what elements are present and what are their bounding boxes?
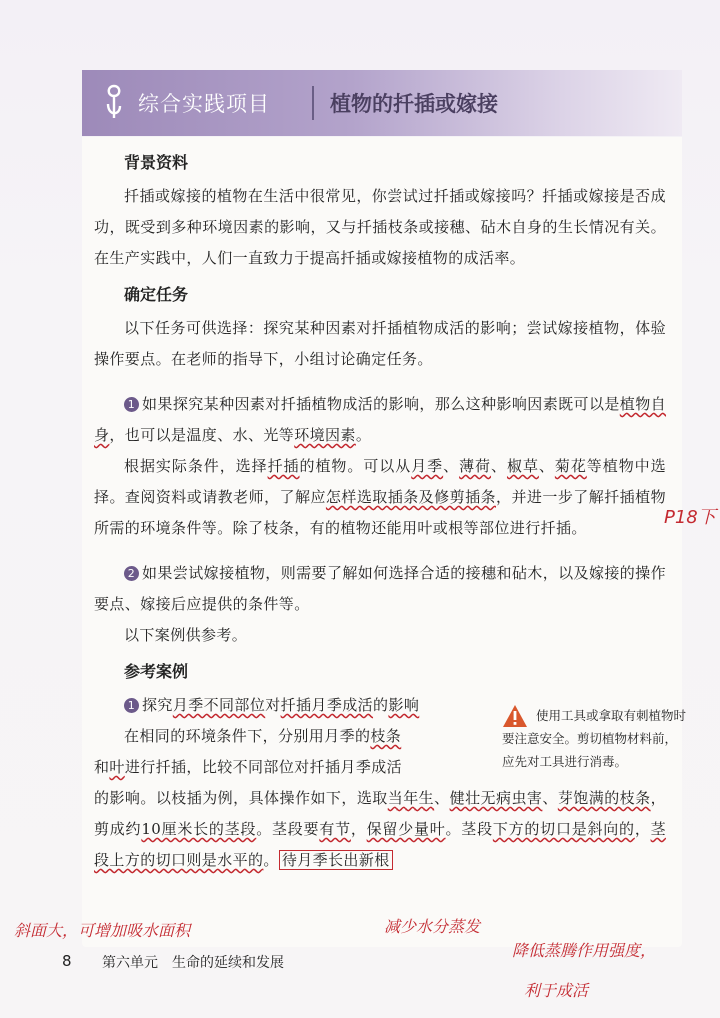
handwritten-note-left: 斜面大，可增加吸水面积 xyxy=(14,921,191,940)
boxed-text: 待月季长出新根 xyxy=(279,850,393,870)
underline-plant-self: 植物自身 xyxy=(94,395,667,444)
page-title: 植物的扦插或嫁接 xyxy=(330,92,498,116)
task-paragraph-3: 根据实际条件，选择扦插的植物。可以从月季、薄荷、椒草、菊花等植物中选择。查阅资料或请教老师，了解应怎样选取插条及修剪插条，并进一步了解扦插植物所需的环境条件等。除了枝条，有的植物还能用叶或根等部位进行扦插。 xyxy=(94,457,667,537)
handwritten-note-middle: 减少水分蒸发 xyxy=(384,917,481,936)
project-label: 综合实践项目 xyxy=(138,92,270,116)
safety-note-text: 使用工具或拿取有刺植物时要注意安全。剪切植物材料前，应先对工具进行消毒。 xyxy=(502,708,687,769)
underline-env-factor: 环境因素 xyxy=(294,426,356,444)
case-intro xyxy=(94,690,484,783)
handwritten-note-p18: P18下 xyxy=(664,507,716,528)
case-title-line: 1 探究月季不同部位对扦插月季成活的影响 xyxy=(94,690,484,721)
task-paragraph-1: 以下任务可供选择：探究某种因素对扦插植物成活的影响；尝试嫁接植物，体验操作要点。在老师的指导下，小组讨论确定任务。 xyxy=(94,319,666,368)
task-paragraph-4: 2 如果尝试嫁接植物，则需要了解如何选择合适的接穗和砧木，以及嫁接的操作要点、嫁接后应提供的条件等。 xyxy=(94,564,666,613)
number-badge-1: 1 xyxy=(124,397,139,412)
case-body: 的影响。以枝插为例，具体操作如下，选取当年生、健壮无病虫害、芽饱满的枝条，剪成约10厘米长的茎段。茎段要有节，保留少量叶。茎段下方的切口是斜向的，茎段上方的切口则是水平的。 待月季长出新根 xyxy=(94,789,667,869)
project-header xyxy=(82,70,682,136)
handwritten-note-right-2: 利于成活 xyxy=(524,981,589,1000)
case-line-3: 和叶进行扦插，比较不同部位对扦插月季成活 xyxy=(94,758,403,776)
section-heading-cases: 参考案例 xyxy=(124,662,189,681)
task-paragraph-5: 以下案例供参考。 xyxy=(124,626,248,644)
project-logo-icon xyxy=(104,84,124,120)
handwritten-note-right-1: 降低蒸腾作用强度， xyxy=(512,941,657,960)
section-heading-task: 确定任务 xyxy=(124,285,189,304)
number-badge-2: 2 xyxy=(124,566,139,581)
number-badge-case-1: 1 xyxy=(124,698,139,713)
case-line-2: 在相同的环境条件下，分别用月季的枝条 xyxy=(124,727,402,745)
section-heading-background: 背景资料 xyxy=(124,153,189,172)
underline-select-cuttings: 怎样选取插条及修剪插条 xyxy=(325,488,496,506)
safety-note xyxy=(502,704,688,804)
background-paragraph: 扦插或嫁接的植物在生活中很常见，你尝试过扦插或嫁接吗？扦插或嫁接是否成功，既受到多种环境因素的影响，又与扦插枝条或接穗、砧木自身的生长情况有关。在生产实践中，人们一直致力于提高扦插或嫁接植物的成活率。 xyxy=(94,187,666,267)
task-paragraph-2: 1 如果探究某种因素对扦插植物成活的影响，那么这种影响因素既可以是植物自身，也可以是温度、水、光等环境因素。 xyxy=(94,395,667,444)
page-number: 8 xyxy=(62,952,72,970)
footer-unit-title: 第六单元 生命的延续和发展 xyxy=(102,955,284,971)
header-divider xyxy=(312,86,314,120)
